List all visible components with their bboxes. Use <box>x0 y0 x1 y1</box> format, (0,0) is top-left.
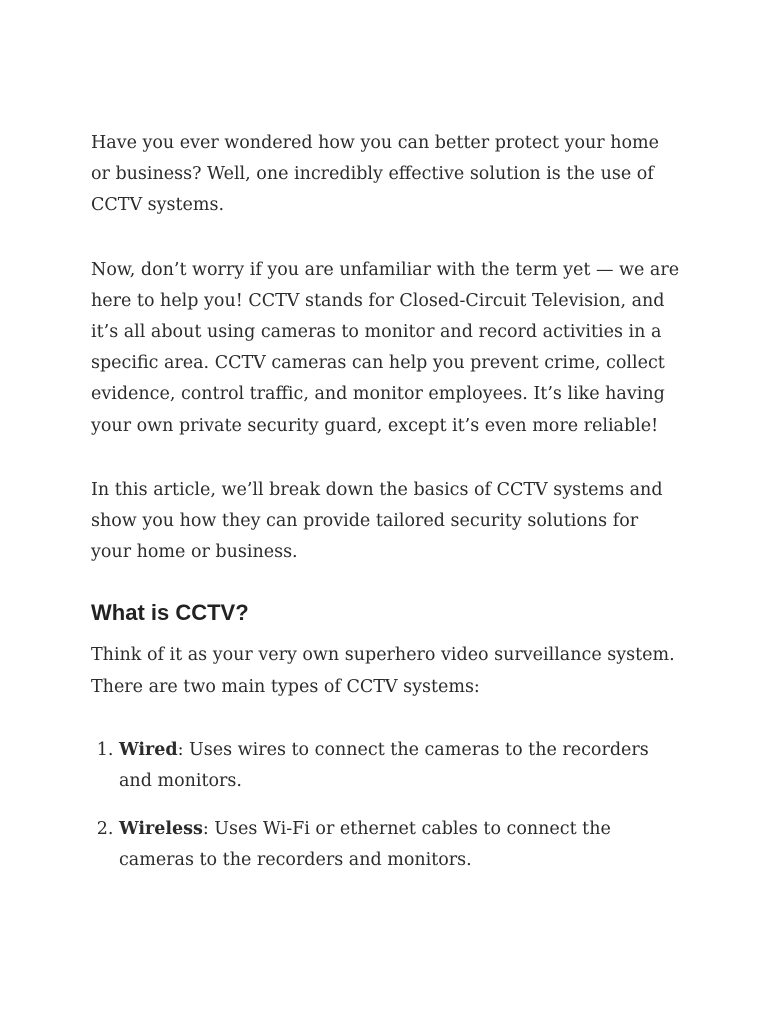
intro-paragraph: Have you ever wondered how you can better protect your home or business? Well, one incredibly effective solution is the use of CCTV systems. <box>91 133 659 216</box>
cctv-definition-paragraph: Now, don’t worry if you are unfamiliar with the term yet — we are here to help you! CCTV stands for Closed-Circuit Television, and it’s all about using cameras to monitor and record activities in a specific area. CCTV cameras can help you prevent crime, collect evidence, control traffic, and monitor employees. It’s like having your own private security guard, except it’s even more reliable! <box>91 259 680 436</box>
list-item-wireless <box>119 814 681 876</box>
article-overview-paragraph: In this article, we’ll break down the basics of CCTV systems and show you how they can provide tailored security solutions for your home or business. <box>91 479 663 563</box>
list-item-term: Wired <box>119 739 178 760</box>
section-intro-paragraph: Think of it as your very own superhero video surveillance system. There are two main types of CCTV systems: <box>91 645 675 697</box>
article-body <box>91 128 681 894</box>
list-item-term: Wireless <box>119 819 203 840</box>
section-heading: What is CCTV? <box>91 600 249 626</box>
list-item-wired <box>119 735 681 797</box>
cctv-types-list <box>91 735 681 877</box>
list-item-description: : Uses Wi-Fi or ethernet cables to connect the cameras to the recorders and monitors. <box>119 819 611 871</box>
list-item-description: : Uses wires to connect the cameras to the recorders and monitors. <box>119 739 649 792</box>
